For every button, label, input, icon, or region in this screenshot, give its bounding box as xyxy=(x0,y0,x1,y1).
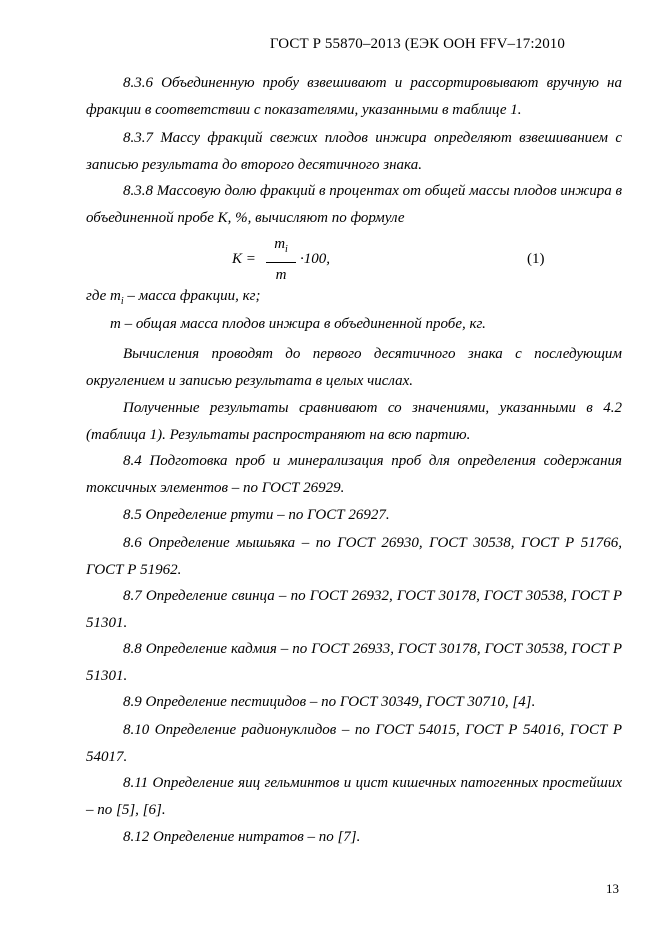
paragraph-calculations xyxy=(86,341,622,395)
paragraph-text: 8.8 Определение кадмия – по ГОСТ 26933, ГОСТ 30178, ГОСТ 30538, ГОСТ Р 51301. xyxy=(86,641,622,684)
paragraph-text: Полученные результаты сравнивают со значениями, указанными в 4.2 (таблица 1). Результаты распространяют на всю партию. xyxy=(86,400,622,443)
paragraph-text: 8.12 Определение нитратов – по [7]. xyxy=(123,829,361,845)
paragraph-text: 8.6 Определение мышьяка – по ГОСТ 26930, ГОСТ 30538, ГОСТ Р 51766, ГОСТ Р 51962. xyxy=(86,535,622,578)
paragraph-text: 8.9 Определение пестицидов – по ГОСТ 30349, ГОСТ 30710, [4]. xyxy=(123,694,536,710)
paragraph-text: 8.5 Определение ртути – по ГОСТ 26927. xyxy=(123,507,390,523)
paragraph-8-9 xyxy=(86,689,622,716)
paragraph-8-8 xyxy=(86,636,622,690)
formula-number: (1) xyxy=(527,251,545,267)
paragraph-8-3-8 xyxy=(86,178,622,232)
formula-lhs: К = xyxy=(232,251,256,267)
numerator-var: m xyxy=(274,236,286,252)
page-number: 13 xyxy=(606,881,619,896)
document-header: ГОСТ Р 55870–2013 (ЕЭК ООН FFV–17:2010 xyxy=(269,36,565,52)
numerator-subscript: i xyxy=(285,244,288,255)
paragraph-8-5 xyxy=(86,502,622,529)
paragraph-8-3-7 xyxy=(86,125,622,179)
paragraph-text: 8.3.6 Объединенную пробу взвешивают и рассортировывают вручную на фракции в соответствии с показателями, указанными в таблице 1. xyxy=(86,75,622,118)
paragraph-text: 8.7 Определение свинца – по ГОСТ 26932, ГОСТ 30178, ГОСТ 30538, ГОСТ Р 51301. xyxy=(86,588,622,631)
where-prefix: где m xyxy=(86,288,121,304)
where-definition: – масса фракции, кг; xyxy=(123,288,261,304)
paragraph-8-12 xyxy=(86,824,622,851)
paragraph-8-3-6 xyxy=(86,70,622,124)
paragraph-text: 8.11 Определение яиц гельминтов и цист кишечных патогенных простейших – по [5], [6]. xyxy=(86,775,622,818)
paragraph-text: 8.3.7 Массу фракций свежих плодов инжира определяют взвешиванием с записью результата до второго десятичного знака. xyxy=(86,130,622,173)
formula-1 xyxy=(0,236,661,284)
formula-numerator xyxy=(266,236,296,258)
paragraph-8-4 xyxy=(86,448,622,502)
paragraph-8-7 xyxy=(86,583,622,637)
where-subscript: i xyxy=(120,296,124,307)
paragraph-text: 8.3.8 Массовую долю фракций в процентах от общей массы плодов инжира в объединенной пробе К, %, вычисляют по формуле xyxy=(86,183,622,226)
formula-fraction xyxy=(266,236,296,283)
fraction-bar xyxy=(266,262,296,263)
paragraph-text: Вычисления проводят до первого десятичного знака с последующим округлением и записью результата в целых числах. xyxy=(86,346,622,389)
paragraph-comparison xyxy=(86,395,622,449)
paragraph-8-6 xyxy=(86,530,622,584)
paragraph-text: 8.10 Определение радионуклидов – по ГОСТ 54015, ГОСТ Р 54016, ГОСТ Р 54017. xyxy=(86,722,622,765)
paragraph-text: 8.4 Подготовка проб и минерализация проб для определения содержания токсичных элементов – по ГОСТ 26929. xyxy=(86,453,622,496)
paragraph-8-11 xyxy=(86,770,622,824)
formula-multiplier: ·100, xyxy=(300,251,330,267)
where-line-1 xyxy=(86,288,260,307)
where-line-2: m – общая масса плодов инжира в объединенной пробе, кг. xyxy=(110,316,486,332)
paragraph-8-10 xyxy=(86,717,622,771)
formula-denominator: m xyxy=(275,267,287,283)
